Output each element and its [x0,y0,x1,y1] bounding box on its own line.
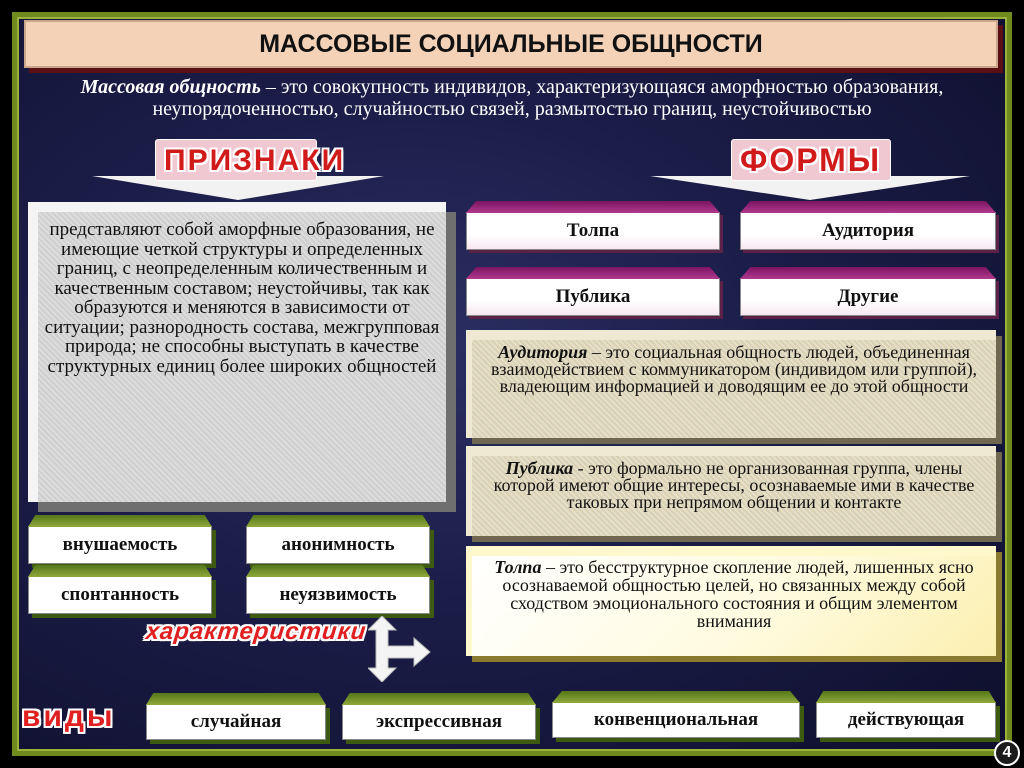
page-number-badge [994,740,1020,766]
type-random-button[interactable] [146,704,326,740]
type-expressive-label: экспрессивная [375,711,503,732]
signs-header: ПРИЗНАКИ [164,144,346,177]
audience-term: Аудитория [498,342,588,362]
public-definition-panel [466,446,996,536]
type-acting-label: действующая [847,709,965,730]
signs-panel [28,202,446,502]
characteristic-suggestibility-button[interactable] [28,526,212,564]
form-audience-label: Аудитория [821,220,914,241]
crowd-definition-panel [466,546,996,656]
crowd-text: – это бесструктурное скопление людей, лишенных ясно осознаваемой общностью целей, но связанных между собой сходством эмоционального состояния и общим элементом внимания [502,557,974,631]
characteristic-invulnerability-button[interactable] [246,576,430,614]
form-other-button[interactable] [740,278,996,316]
characteristic-anonymity-label: анонимность [281,534,395,555]
connector-arrow-icon [368,616,434,682]
slide-title-text: МАССОВЫЕ СОЦИАЛЬНЫЕ ОБЩНОСТИ [259,29,763,58]
characteristic-spontaneity-button[interactable] [28,576,212,614]
characteristic-invulnerability-label: неуязвимость [279,584,397,605]
type-random-label: случайная [190,711,282,732]
crowd-term: Толпа [494,557,542,577]
type-conventional-label: конвенциональная [593,709,759,730]
public-text: - это формально не организованная группа, члены которой имеют общие интересы, осознаваемые ими в качестве таковых при непрямом общении и контакте [493,458,975,512]
mass-community-definition [30,76,994,120]
type-expressive-button[interactable] [342,704,536,740]
audience-text: – это социальная общность людей, объединенная взаимодействием с коммуникатором (индивидом или группой), владеющим информацией и доводящим ее до этой общности [490,342,978,396]
page-number: 4 [1002,744,1012,761]
characteristics-header: характеристики [144,618,368,645]
characteristic-suggestibility-label: внушаемость [62,534,178,555]
characteristic-spontaneity-label: спонтанность [60,584,180,605]
signs-text: представляют собой аморфные образования, не имеющие четкой структуры и определенных границ, с неопределенным количественным и качественным составом; неустойчивы, так как образуются и меняются в зависимости от ситуации; разнородность состава, межгрупповая природа; не способны выступать в качестве структурных единиц более широких общностей [44,219,440,377]
forms-header: ФОРМЫ [740,142,882,178]
form-other-label: Другие [837,286,899,307]
public-term: Публика [505,458,574,478]
definition-text: – это совокупность индивидов, характеризующаяся аморфностью образования, неупорядоченностью, случайностью связей, размытостью границ, неустойчивостью [152,76,944,120]
type-acting-button[interactable] [816,702,996,738]
characteristic-anonymity-button[interactable] [246,526,430,564]
form-crowd-button[interactable] [466,212,720,250]
definition-term: Массовая общность [80,76,261,98]
type-conventional-button[interactable] [552,702,800,738]
audience-definition-panel [466,330,996,438]
form-public-label: Публика [555,286,631,307]
form-public-button[interactable] [466,278,720,316]
slide-title [24,20,998,68]
form-audience-button[interactable] [740,212,996,250]
form-crowd-label: Толпа [566,220,620,241]
types-header: виды [22,700,116,733]
